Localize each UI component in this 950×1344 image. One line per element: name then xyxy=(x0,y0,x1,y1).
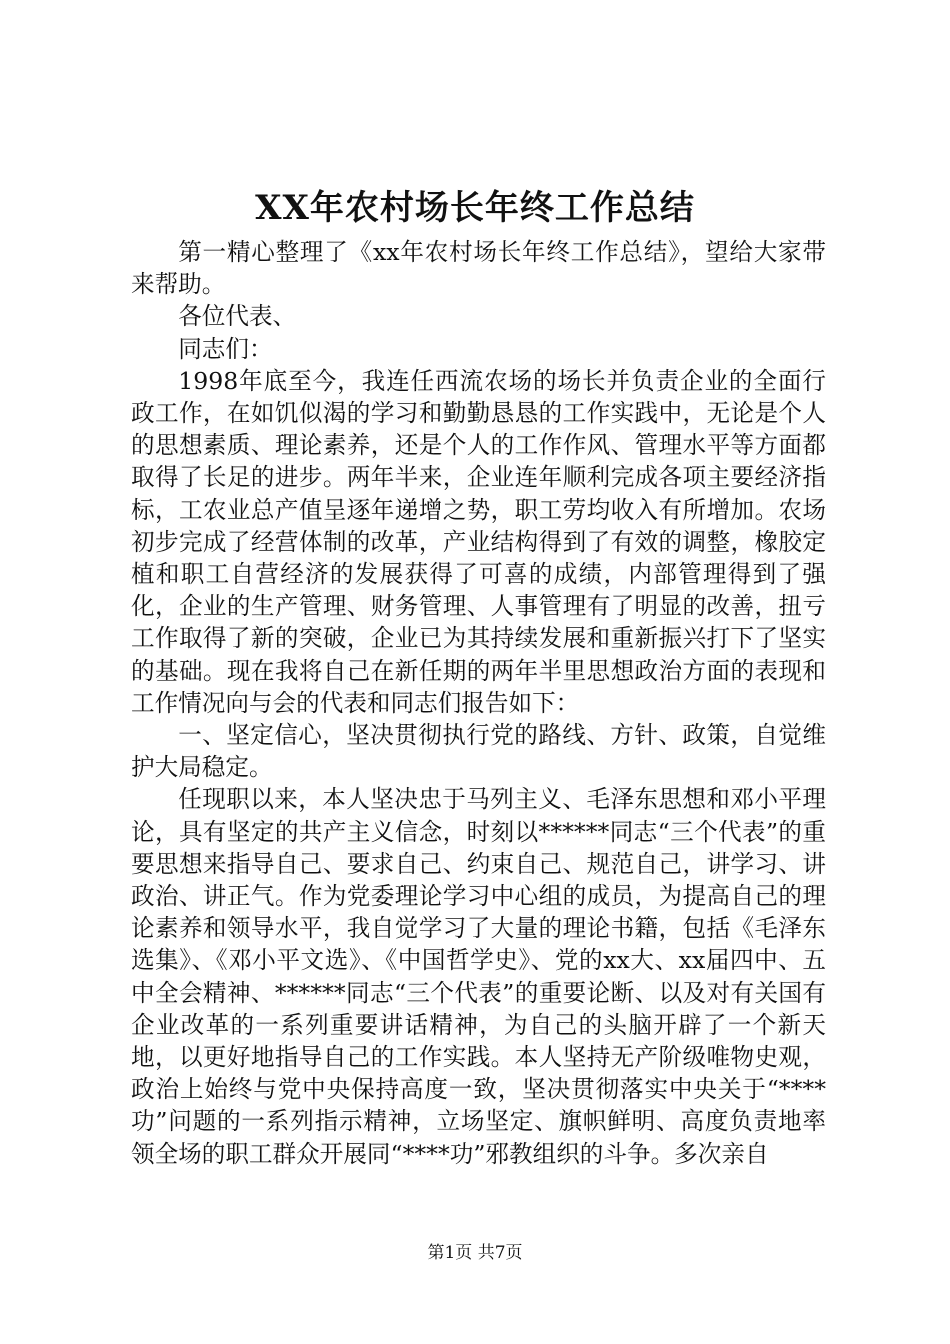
paragraph-overview: 1998年底至今，我连任西流农场的场长并负责企业的全面行政工作，在如饥似渴的学习和勤勤恳恳的工作实践中，无论是个人的思想素质、理论素养，还是个人的工作作风、管理水平等方面都取得了长足的进步。两年半来，企业连年顺利完成各项主要经济指标，工农业总产值呈逐年递增之势，职工劳均收入有所增加。农场初步完成了经营体制的改革，产业结构得到了有效的调整，橡胶定植和职工自营经济的发展获得了可喜的成绩，内部管理得到了强化，企业的生产管理、财务管理、人事管理有了明显的改善，扭亏工作取得了新的突破，企业已为其持续发展和重新振兴打下了坚实的基础。现在我将自己在新任期的两年半里思想政治方面的表现和工作情况向与会的代表和同志们报告如下： xyxy=(131,366,826,717)
paragraph-section-1: 任现职以来，本人坚决忠于马列主义、毛泽东思想和邓小平理论，具有坚定的共产主义信念，时刻以******同志“三个代表”的重要思想来指导自己、要求自己、约束自己、规范自己，讲学习、讲政治、讲正气。作为党委理论学习中心组的成员，为提高自己的理论素养和领导水平，我自觉学习了大量的理论书籍，包括《毛泽东选集》、《邓小平文选》、《中国哲学史》、党的xx大、xx届四中、五中全会精神、******同志“三个代表”的重要论断、以及对有关国有企业改革的一系列重要讲话精神，为自己的头脑开辟了一个新天地，以更好地指导自己的工作实践。本人坚持无产阶级唯物史观，政治上始终与党中央保持高度一致，坚决贯彻落实中央关于“****功”问题的一系列指示精神，立场坚定、旗帜鲜明、高度负责地率领全场的职工群众开展同“****功”邪教组织的斗争。多次亲自 xyxy=(131,785,826,1168)
page-footer: 第1页 共7页 xyxy=(427,1243,523,1263)
paragraph-salutation-2: 同志们： xyxy=(178,334,273,363)
document-body xyxy=(131,236,826,1170)
paragraph-salutation-1: 各位代表、 xyxy=(178,302,297,331)
section-heading-1: 一、坚定信心，坚决贯彻执行党的路线、方针、政策，自觉维护大局稳定。 xyxy=(131,721,826,782)
paragraph-intro: 第一精心整理了《xx年农村场长年终工作总结》，望给大家带来帮助。 xyxy=(131,238,826,299)
document-title: XX年农村场长年终工作总结 xyxy=(255,188,695,228)
